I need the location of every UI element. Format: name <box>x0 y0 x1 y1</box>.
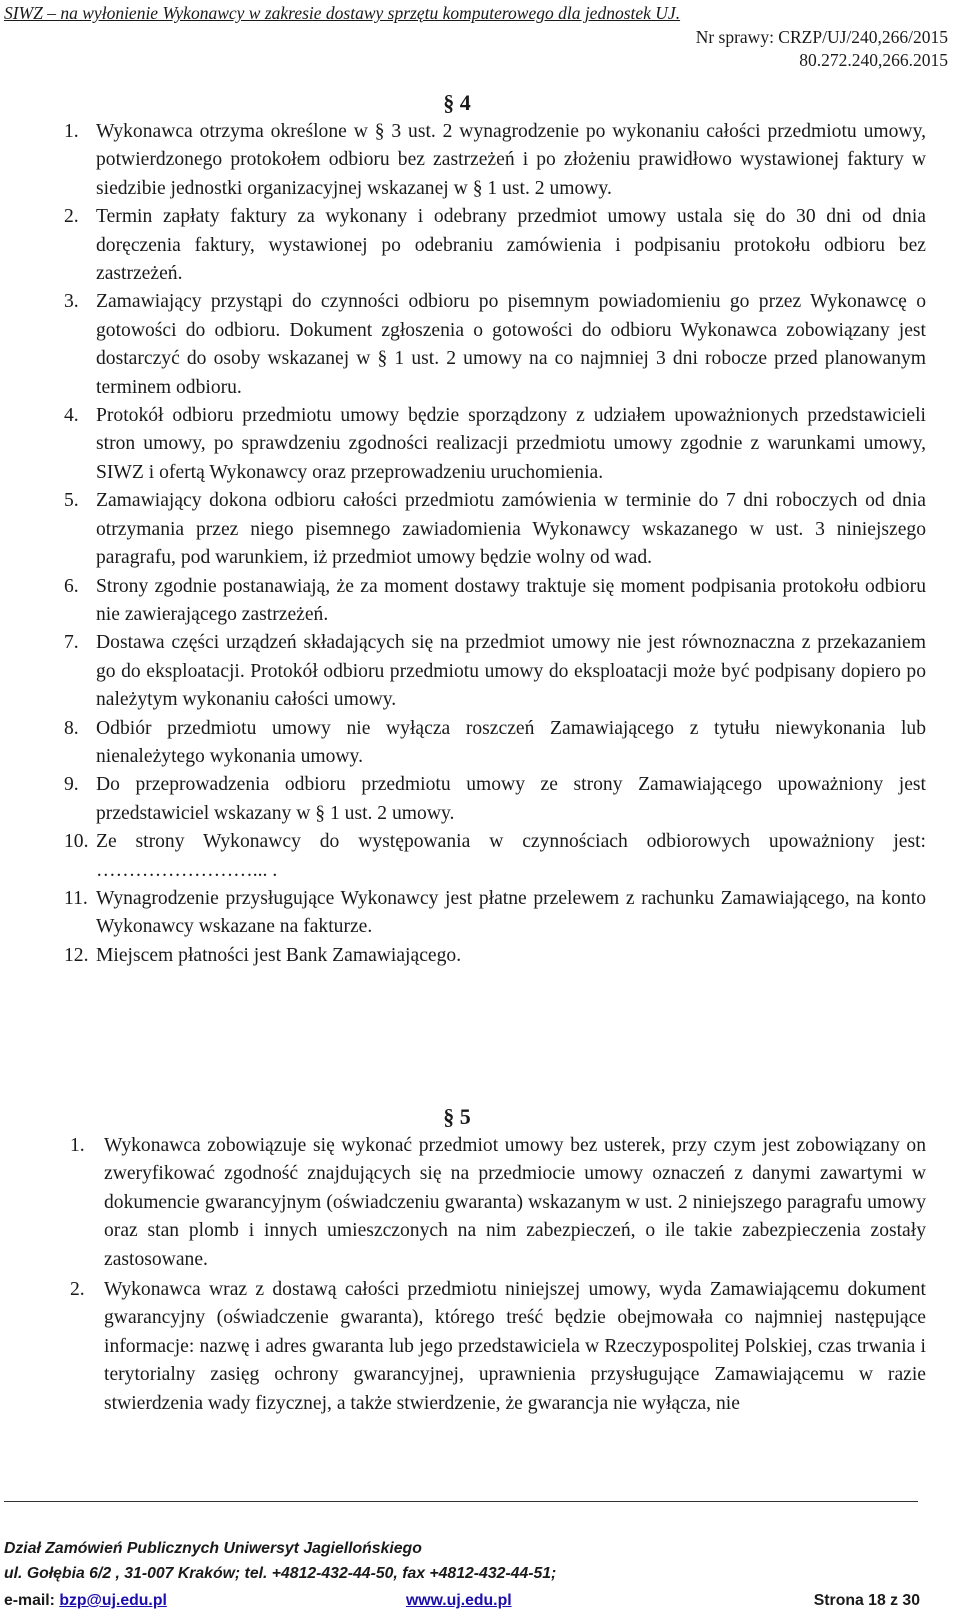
email-label: e-mail: <box>4 1592 60 1609</box>
list-item <box>70 1132 926 1274</box>
item-text: Miejscem płatności jest Bank Zamawiającego. <box>96 944 462 966</box>
item-number: 9. <box>64 774 79 796</box>
item-text: Wykonawca otrzyma określone w § 3 ust. 2 wynagrodzenie po wykonaniu całości przedmiotu umowy, potwierdzonego protokołem odbioru bez zastrzeżeń i po złożeniu prawidłowo wystawionej faktury w siedzibie jednostki organizacyjnej wskazanej w § 1 ust. 2 umowy. <box>96 121 926 199</box>
section-4-heading: § 4 <box>443 90 471 115</box>
item-number: 11. <box>64 887 88 909</box>
item-number: 8. <box>64 717 79 739</box>
page-header <box>0 0 960 72</box>
item-text: Protokół odbioru przedmiotu umowy będzie sporządzony z udziałem upoważnionych przedstawicieli stron umowy, po sprawdzeniu zgodności realizacji przedmiotu umowy zgodnie z warunkami umowy, SIWZ i ofertą Wykonawcy oraz przeprowadzeniu uruchomienia. <box>96 405 926 483</box>
footer-address: ul. Gołębia 6/2 , 31-007 Kraków; tel. +4812-432-44-50, fax +4812-432-44-51; <box>4 1565 557 1582</box>
list-item <box>64 402 926 487</box>
list-item <box>64 288 926 402</box>
item-text: Zamawiający dokona odbioru całości przedmiotu zamówienia w terminie do 7 dni roboczych od dnia otrzymania przez niego pisemnego zawiadomienia Wykonawcy wskazanego w ust. 3 niniejszego paragrafu, pod warunkiem, iż przedmiot umowy będzie wolny od wad. <box>96 490 926 569</box>
case-code: 80.272.240,266.2015 <box>799 50 948 70</box>
item-text: Wykonawca zobowiązuje się wykonać przedmiot umowy bez usterek, przy czym jest zobowiązany on zweryfikować zgodność znajdujących się na przedmiocie umowy oznaczeń z danymi zawartymi w dokumencie gwarancyjnym (oświadczeniu gwaranta) wskazanym w ust. 2 niniejszego paragrafu umowy oraz stan plomb i innych umieszczonych na nim zabezpieczeń, o ile takie zabezpieczenia zostały zastosowane. <box>104 1135 926 1270</box>
item-number: 7. <box>64 632 79 654</box>
item-number: 4. <box>64 405 79 427</box>
section-5-heading: § 5 <box>443 1104 471 1129</box>
list-item <box>64 118 926 203</box>
section-4-list <box>64 118 926 970</box>
item-number: 5. <box>64 490 79 512</box>
list-item <box>64 715 926 772</box>
list-item <box>64 771 926 828</box>
item-number: 2. <box>70 1279 85 1301</box>
item-number: 3. <box>64 291 79 313</box>
list-item <box>64 203 926 288</box>
item-text: Odbiór przedmiotu umowy nie wyłącza roszczeń Zamawiającego z tytułu niewykonania lub nienależytego wykonania umowy. <box>96 717 926 767</box>
case-number: Nr sprawy: CRZP/UJ/240,266/2015 <box>695 27 948 47</box>
list-item <box>64 942 926 970</box>
item-text: Strony zgodnie postanawiają, że za moment dostawy traktuje się moment podpisania protokołu odbioru nie zawierającego zastrzeżeń. <box>96 575 926 625</box>
item-number: 10. <box>64 831 89 853</box>
list-item <box>64 629 926 714</box>
page-number: Strona 18 z 30 <box>813 1592 920 1609</box>
list-item <box>64 573 926 630</box>
section-5-list <box>70 1132 926 1420</box>
item-number: 1. <box>70 1135 85 1156</box>
item-text: Wynagrodzenie przysługujące Wykonawcy jest płatne przelewem z rachunku Zamawiającego, na konto Wykonawcy wskazane na fakturze. <box>96 887 926 938</box>
item-text: Zamawiający przystąpi do czynności odbioru po pisemnym powiadomieniu go przez Wykonawcę o gotowości do odbioru. Dokument zgłoszenia o gotowości do odbioru Wykonawca zobowiązany jest dostarczyć do osoby wskazanej w § 1 ust. 2 umowy na co najmniej 3 dni robocze przed planowanym terminem odbioru. <box>96 291 926 398</box>
item-text: Do przeprowadzenia odbioru przedmiotu umowy ze strony Zamawiającego upoważniony jest przedstawiciel wskazany w § 1 ust. 2 umowy. <box>96 774 926 824</box>
website-link[interactable]: www.uj.edu.pl <box>406 1592 512 1609</box>
list-item <box>64 828 926 885</box>
item-text: Termin zapłaty faktury za wykonany i odebrany przedmiot umowy ustala się do 30 dni od dnia doręczenia faktury, wystawionej po odebraniu zamówienia i podpisaniu protokołu odbioru bez zastrzeżeń. <box>96 206 926 285</box>
item-text: Dostawa części urządzeń składających się na przedmiot umowy nie jest równoznaczna z przekazaniem go do eksploatacji. Protokół odbioru przedmiotu umowy do eksploatacji może być podpisany dopiero po należytym wykonaniu całości umowy. <box>96 632 926 711</box>
list-item <box>64 885 926 942</box>
email-label-wrap <box>4 1592 167 1610</box>
item-number: 6. <box>64 575 79 597</box>
item-number: 12. <box>64 944 89 966</box>
document-title: SIWZ – na wyłonienie Wykonawcy w zakresie dostawy sprzętu komputerowego dla jednostek UJ. <box>4 3 681 23</box>
footer-department: Dział Zamówień Publicznych Uniwersyt Jagiellońskiego <box>4 1540 422 1557</box>
item-number: 1. <box>64 121 79 142</box>
list-item <box>70 1276 926 1418</box>
item-text: Wykonawca wraz z dostawą całości przedmiotu niniejszej umowy, wyda Zamawiającemu dokument gwarancyjny (oświadczenie gwaranta), którego treść będzie obejmowała co najmniej następujące informacje: nazwę i adres gwaranta lub jego przedstawiciela w Rzeczypospolitej Polskiej, czas trwania i terytorialny zasięg ochrony gwarancyjnej, uprawnienia przysługujące Zamawiającemu w razie stwierdzenia wady fizycznej, a także stwierdzenie, że gwarancja nie wyłącza, nie <box>104 1279 926 1414</box>
email-link[interactable]: bzp@uj.edu.pl <box>59 1592 167 1609</box>
list-item <box>64 487 926 572</box>
item-number: 2. <box>64 206 79 228</box>
item-text: Ze strony Wykonawcy do występowania w czynnościach odbiorowych upoważniony jest: ……………………... . <box>96 831 926 881</box>
footer-divider <box>4 1501 918 1502</box>
